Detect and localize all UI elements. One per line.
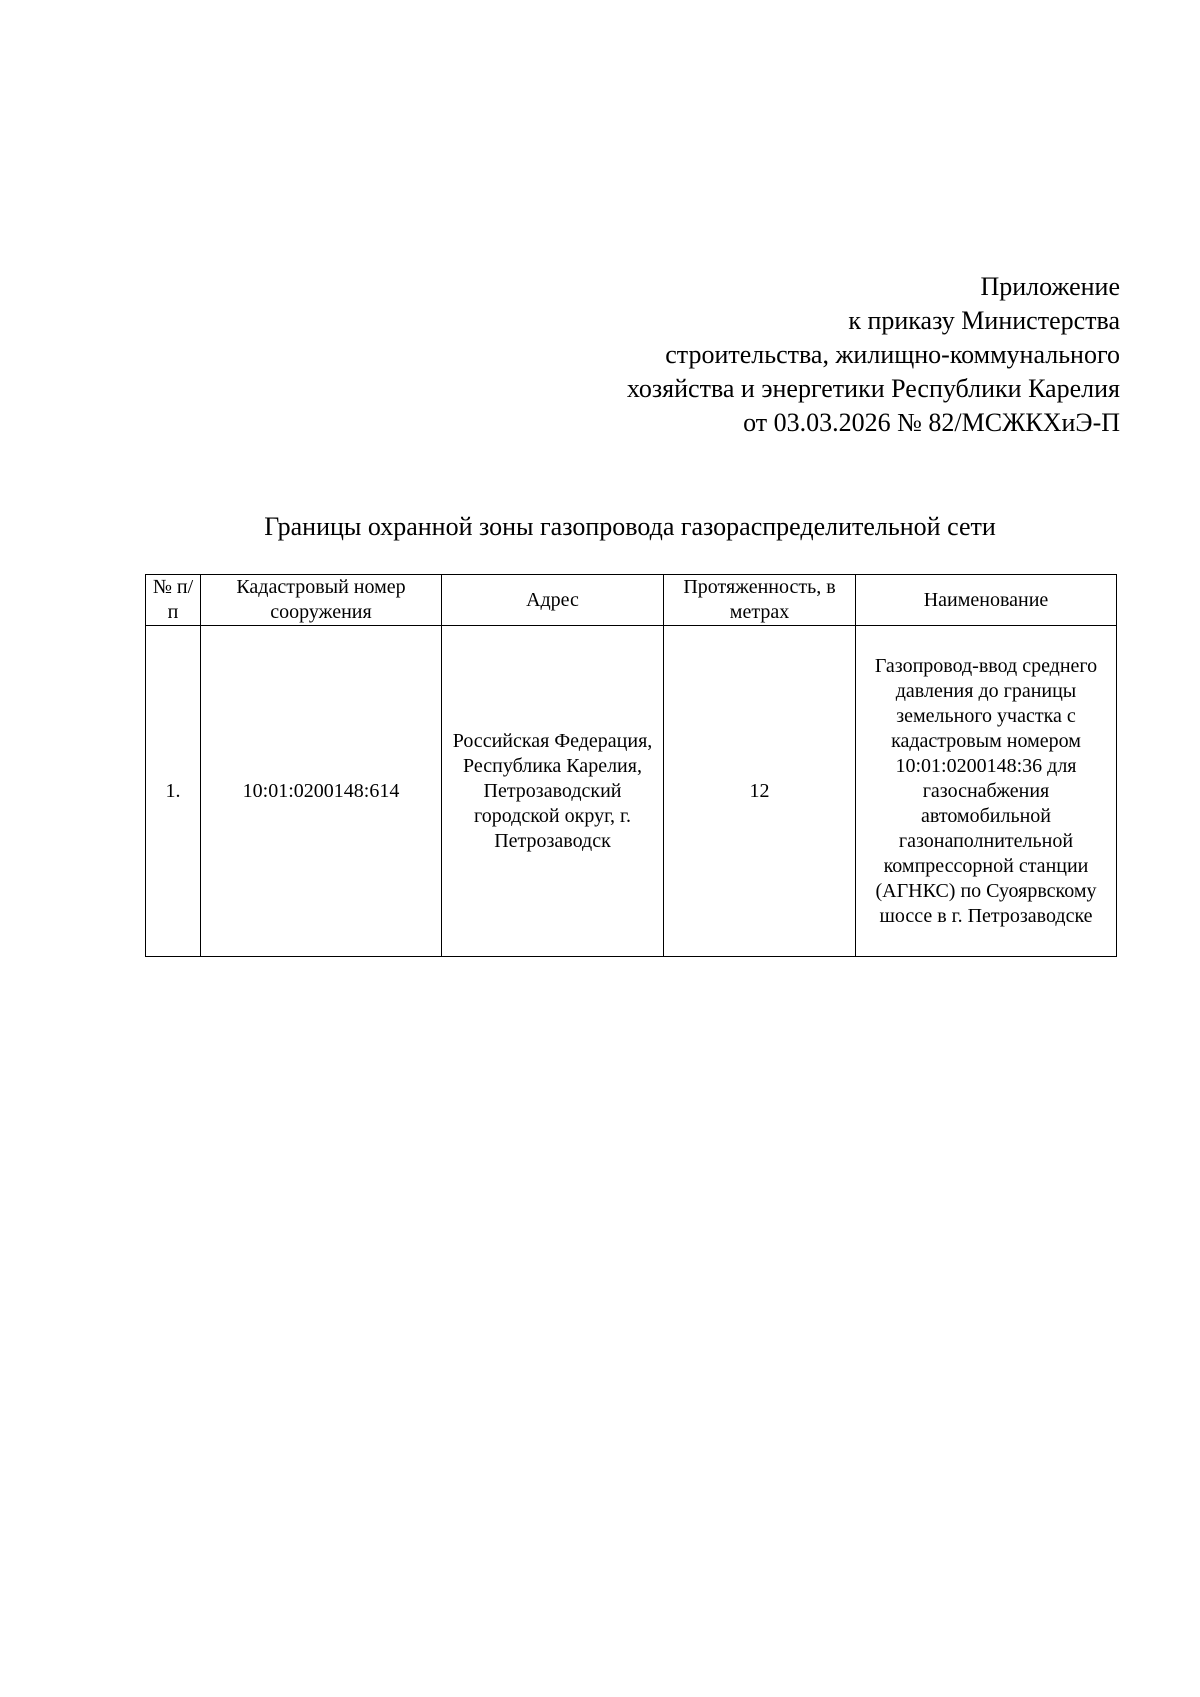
header-length: Протяженность, в метрах	[664, 575, 856, 626]
protection-zone-table	[145, 574, 1117, 957]
appendix-line: хозяйства и энергетики Республики Карелия	[626, 374, 1120, 403]
appendix-header	[420, 270, 1120, 440]
appendix-line: к приказу Министерства	[848, 306, 1120, 335]
cell-address: Российская Федерация, Республика Карелия, Петрозаводский городской округ, г. Петрозаводск	[442, 626, 664, 957]
appendix-line: от 03.03.2026 № 82/МСЖКХиЭ-П	[743, 408, 1120, 437]
cell-number: 1.	[146, 626, 201, 957]
cell-length: 12	[664, 626, 856, 957]
header-number: № п/п	[146, 575, 201, 626]
table-header-row	[146, 575, 1117, 626]
header-cadastral-number: Кадастровый номер сооружения	[201, 575, 442, 626]
document-title: Границы охранной зоны газопровода газораспределительной сети	[264, 512, 996, 541]
cell-name: Газопровод-ввод среднего давления до границы земельного участка с кадастровым номером 10:01:0200148:36 для газоснабжения автомобильной газонаполнительной компрессорной станции (АГНКС) по Суоярвскому шоссе в г. Петрозаводске	[856, 626, 1117, 957]
appendix-line: Приложение	[980, 272, 1120, 301]
header-name: Наименование	[856, 575, 1117, 626]
table-row	[146, 626, 1117, 957]
header-address: Адрес	[442, 575, 664, 626]
appendix-line: строительства, жилищно-коммунального	[665, 340, 1120, 369]
cell-cadastral-number: 10:01:0200148:614	[201, 626, 442, 957]
